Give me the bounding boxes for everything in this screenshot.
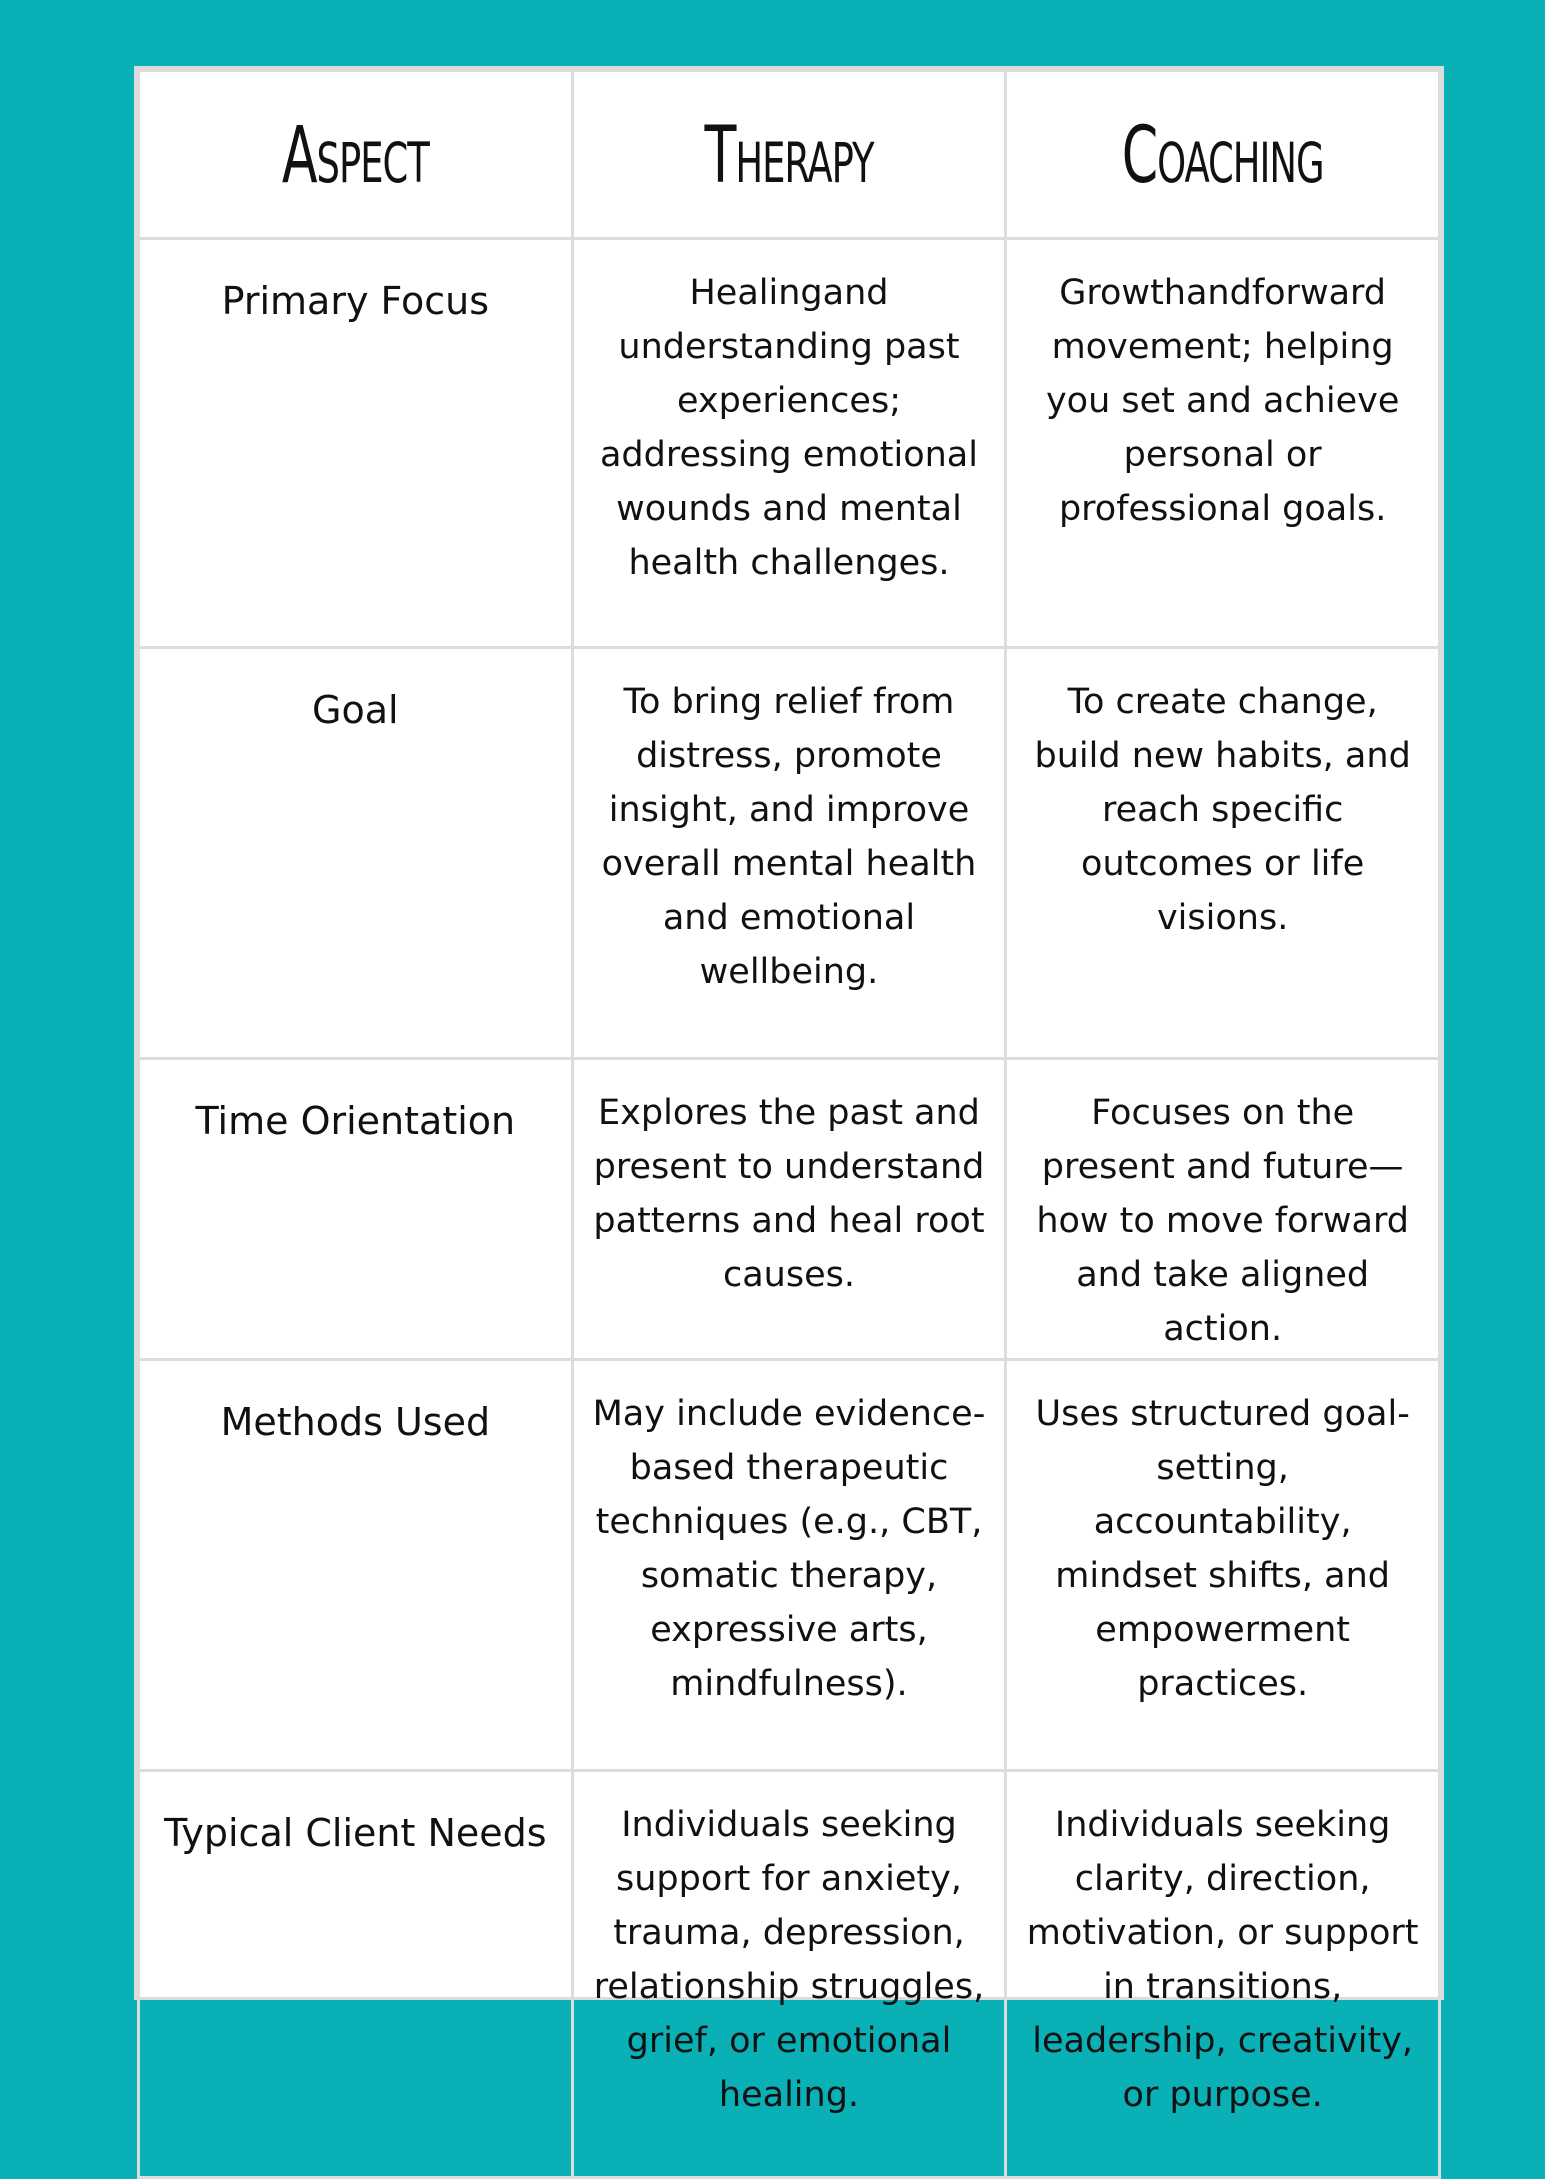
therapy-cell: May include evidence-based therapeutic techniques (e.g., CBT, somatic therapy, expressive arts, mindfulness). — [572, 1360, 1006, 1771]
therapy-cell: Healingand understanding past experiences; addressing emotional wounds and mental health challenges. — [572, 239, 1006, 648]
coaching-cell: Individuals seeking clarity, direction, motivation, or support in transitions, leadership, creativity, or purpose. — [1006, 1771, 1440, 2178]
coaching-cell: To create change, build new habits, and reach specific outcomes or life visions. — [1006, 648, 1440, 1059]
table-row — [139, 1771, 1440, 2178]
aspect-cell: Typical Client Needs — [139, 1771, 573, 2178]
aspect-cell: Primary Focus — [139, 239, 573, 648]
aspect-cell: Methods Used — [139, 1360, 573, 1771]
header-coaching: Coaching — [1006, 71, 1440, 239]
coaching-cell: Uses structured goal-setting, accountability, mindset shifts, and empowerment practices. — [1006, 1360, 1440, 1771]
coaching-cell: Growthandforward movement; helping you set and achieve personal or professional goals. — [1006, 239, 1440, 648]
header-row — [139, 71, 1440, 239]
coaching-cell: Focuses on the present and future—how to move forward and take aligned action. — [1006, 1059, 1440, 1360]
comparison-sheet — [134, 66, 1444, 2115]
header-therapy: Therapy — [572, 71, 1006, 239]
comparison-table — [137, 69, 1441, 2179]
aspect-cell: Goal — [139, 648, 573, 1059]
header-aspect: Aspect — [139, 71, 573, 239]
therapy-cell: Individuals seeking support for anxiety, trauma, depression, relationship struggles, grief, or emotional healing. — [572, 1771, 1006, 2178]
therapy-cell: To bring relief from distress, promote insight, and improve overall mental health and emotional wellbeing. — [572, 648, 1006, 1059]
table-row — [139, 1360, 1440, 1771]
table-row — [139, 648, 1440, 1059]
table-row — [139, 1059, 1440, 1360]
aspect-cell: Time Orientation — [139, 1059, 573, 1360]
therapy-cell: Explores the past and present to understand patterns and heal root causes. — [572, 1059, 1006, 1360]
table-row — [139, 239, 1440, 648]
